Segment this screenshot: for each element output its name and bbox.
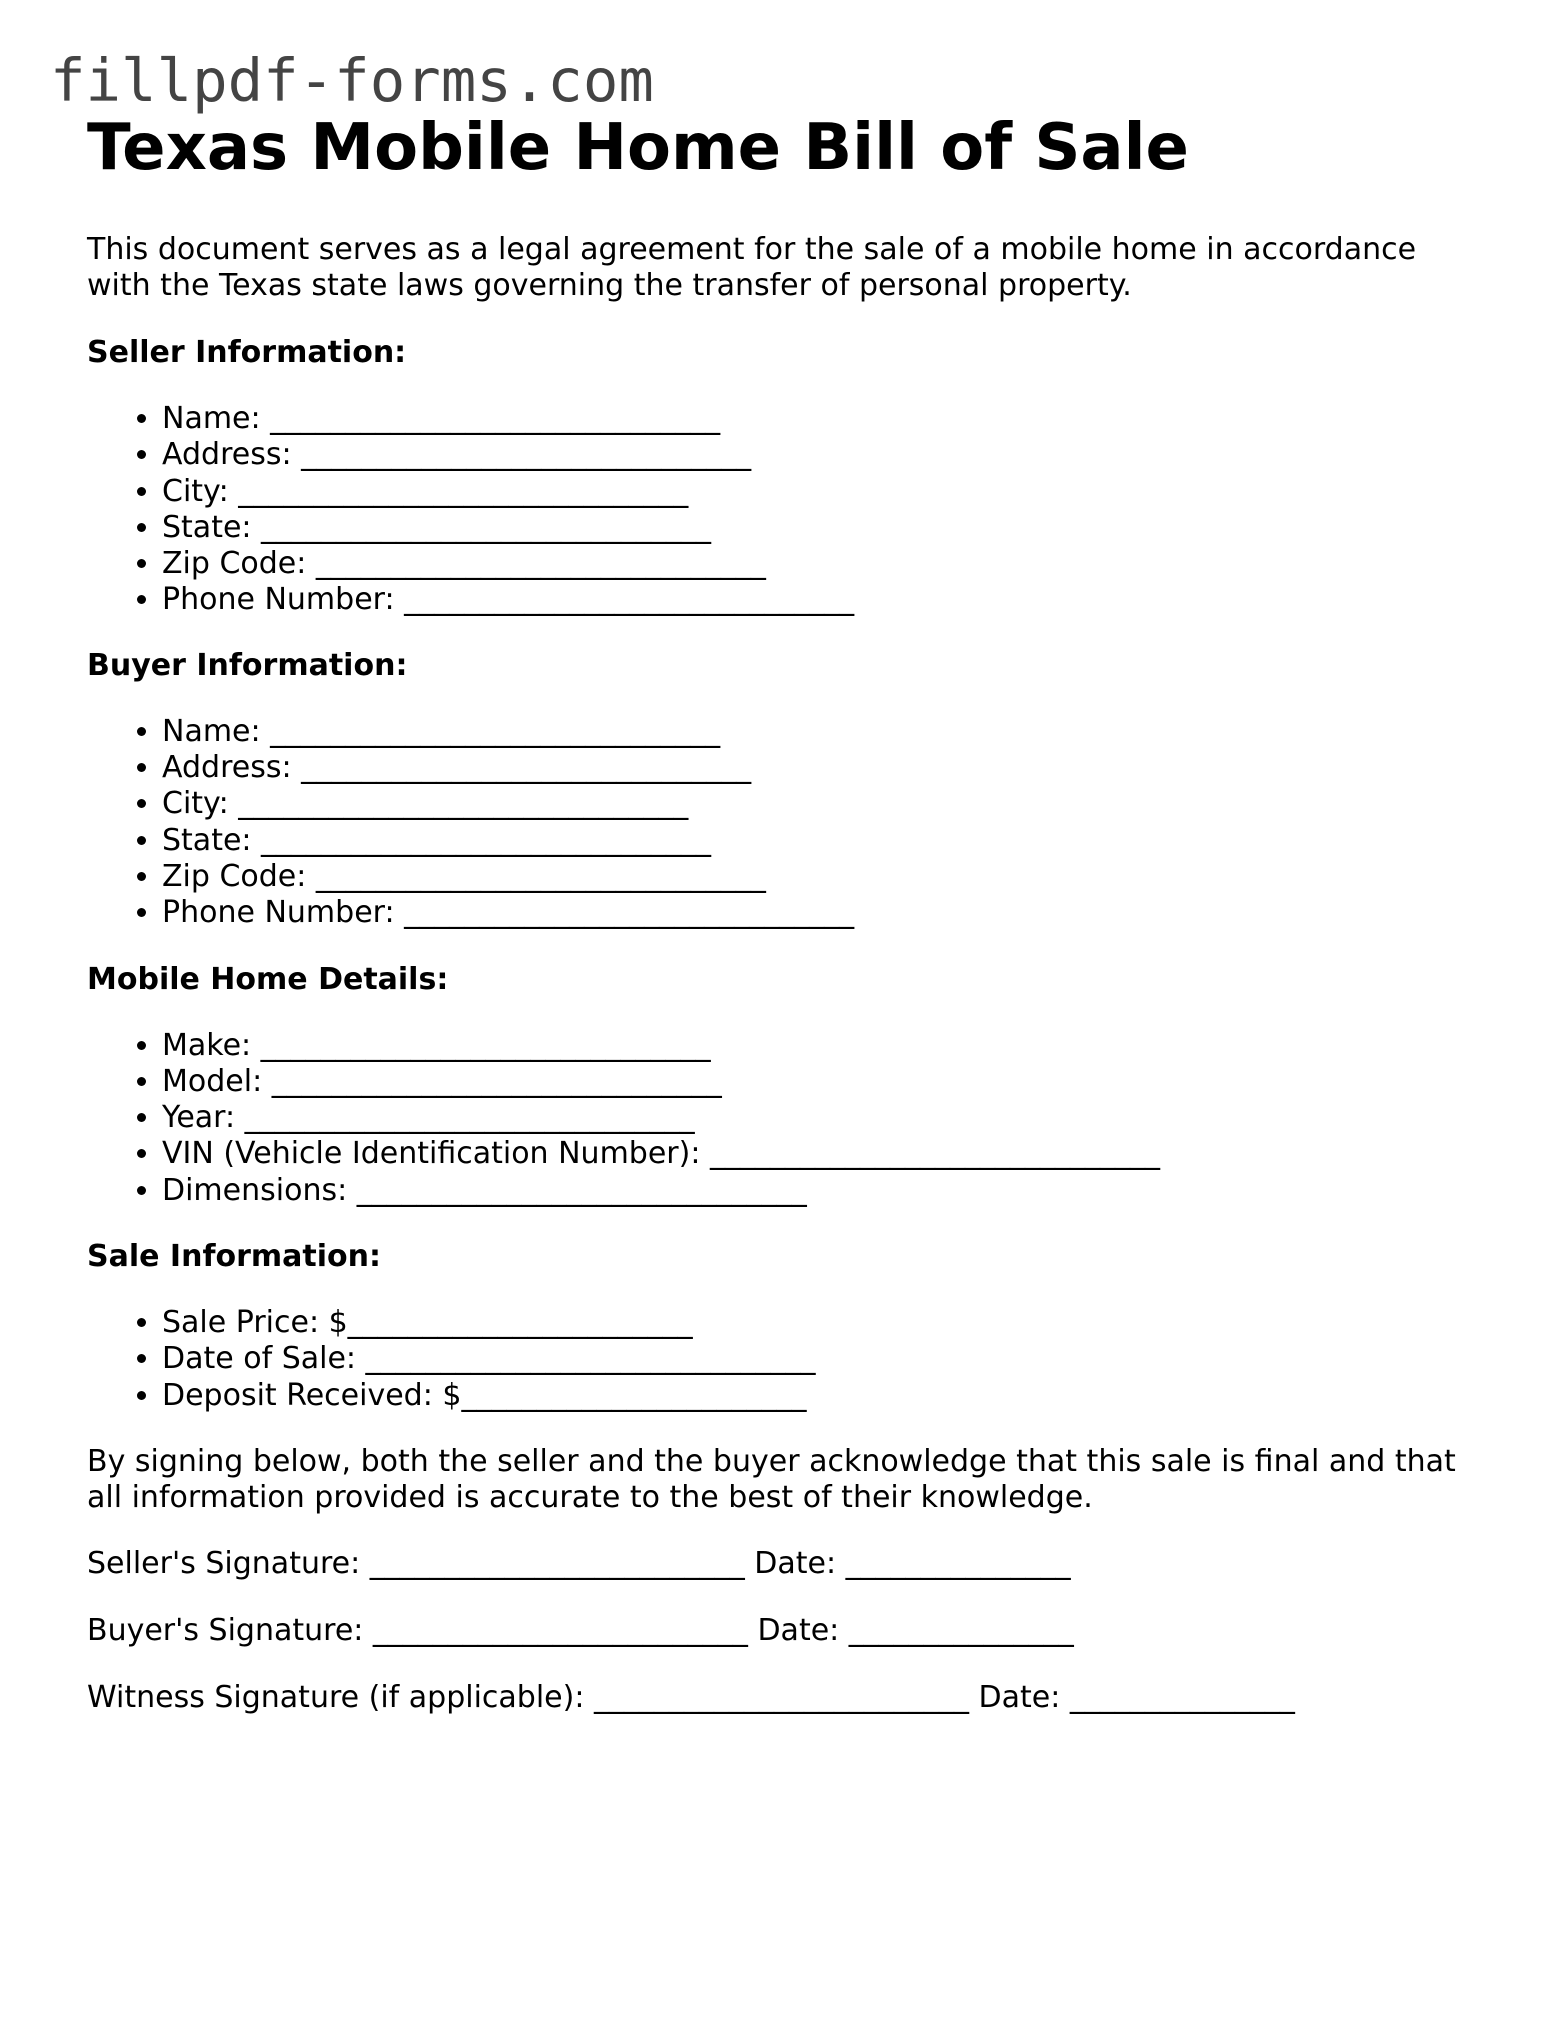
date-of-sale-field[interactable]: • Date of Sale: ______________________________ (162, 1341, 1487, 1377)
dimensions-field[interactable]: • Dimensions: ______________________________ (162, 1173, 1487, 1209)
intro-paragraph: This document serves as a legal agreement for the sale of a mobile home in accordance with the Texas state laws governing the transfer of personal property. (87, 232, 1417, 303)
buyer-state-field[interactable]: • State: ______________________________ (162, 823, 1487, 859)
buyer-zip-field[interactable]: • Zip Code: ______________________________ (162, 859, 1487, 895)
acknowledgment-paragraph: By signing below, both the seller and the buyer acknowledge that this sale is final and that all information provided is accurate to the best of their knowledge. (87, 1443, 1456, 1515)
year-field[interactable]: • Year: ______________________________ (162, 1100, 1487, 1136)
buyer-name-field[interactable]: • Name: ______________________________ (162, 714, 1487, 750)
seller-name-field[interactable]: • Name: ______________________________ (162, 401, 1487, 437)
model-field[interactable]: • Model: ______________________________ (162, 1064, 1487, 1100)
buyer-phone-field[interactable]: • Phone Number: ______________________________ (162, 895, 1487, 931)
sale-fields-list (87, 1305, 1487, 1414)
page-title: Texas Mobile Home Bill of Sale (87, 111, 1189, 185)
seller-state-field[interactable]: • State: ______________________________ (162, 510, 1487, 546)
buyer-address-field[interactable]: • Address: ______________________________ (162, 750, 1487, 786)
deposit-received-field[interactable]: • Deposit Received: $_______________________ (162, 1378, 1487, 1414)
document-body (87, 108, 1487, 1716)
vin-field[interactable]: • VIN (Vehicle Identification Number): ______________________________ (162, 1136, 1487, 1172)
sale-price-field[interactable]: • Sale Price: $_______________________ (162, 1305, 1487, 1341)
seller-city-field[interactable]: • City: ______________________________ (162, 474, 1487, 510)
sale-section-heading: Sale Information: (87, 1239, 381, 1275)
make-field[interactable]: • Make: ______________________________ (162, 1028, 1487, 1064)
mobile-home-fields-list (87, 1028, 1487, 1209)
mobile-home-section-heading: Mobile Home Details: (87, 961, 449, 997)
buyer-city-field[interactable]: • City: ______________________________ (162, 786, 1487, 822)
buyer-section-heading: Buyer Information: (87, 647, 408, 683)
seller-address-field[interactable]: • Address: ______________________________ (162, 437, 1487, 473)
seller-phone-field[interactable]: • Phone Number: ______________________________ (162, 582, 1487, 618)
witness-signature-line[interactable]: Witness Signature (if applicable): _________________________ Date: _______________ (87, 1679, 1295, 1715)
buyer-fields-list (87, 714, 1487, 932)
seller-zip-field[interactable]: • Zip Code: ______________________________ (162, 546, 1487, 582)
seller-signature-line[interactable]: Seller's Signature: _________________________ Date: _______________ (87, 1545, 1071, 1581)
buyer-signature-line[interactable]: Buyer's Signature: _________________________ Date: _______________ (87, 1612, 1074, 1648)
seller-fields-list (87, 401, 1487, 619)
watermark: fillpdf-forms.com (50, 46, 654, 115)
seller-section-heading: Seller Information: (87, 335, 407, 370)
